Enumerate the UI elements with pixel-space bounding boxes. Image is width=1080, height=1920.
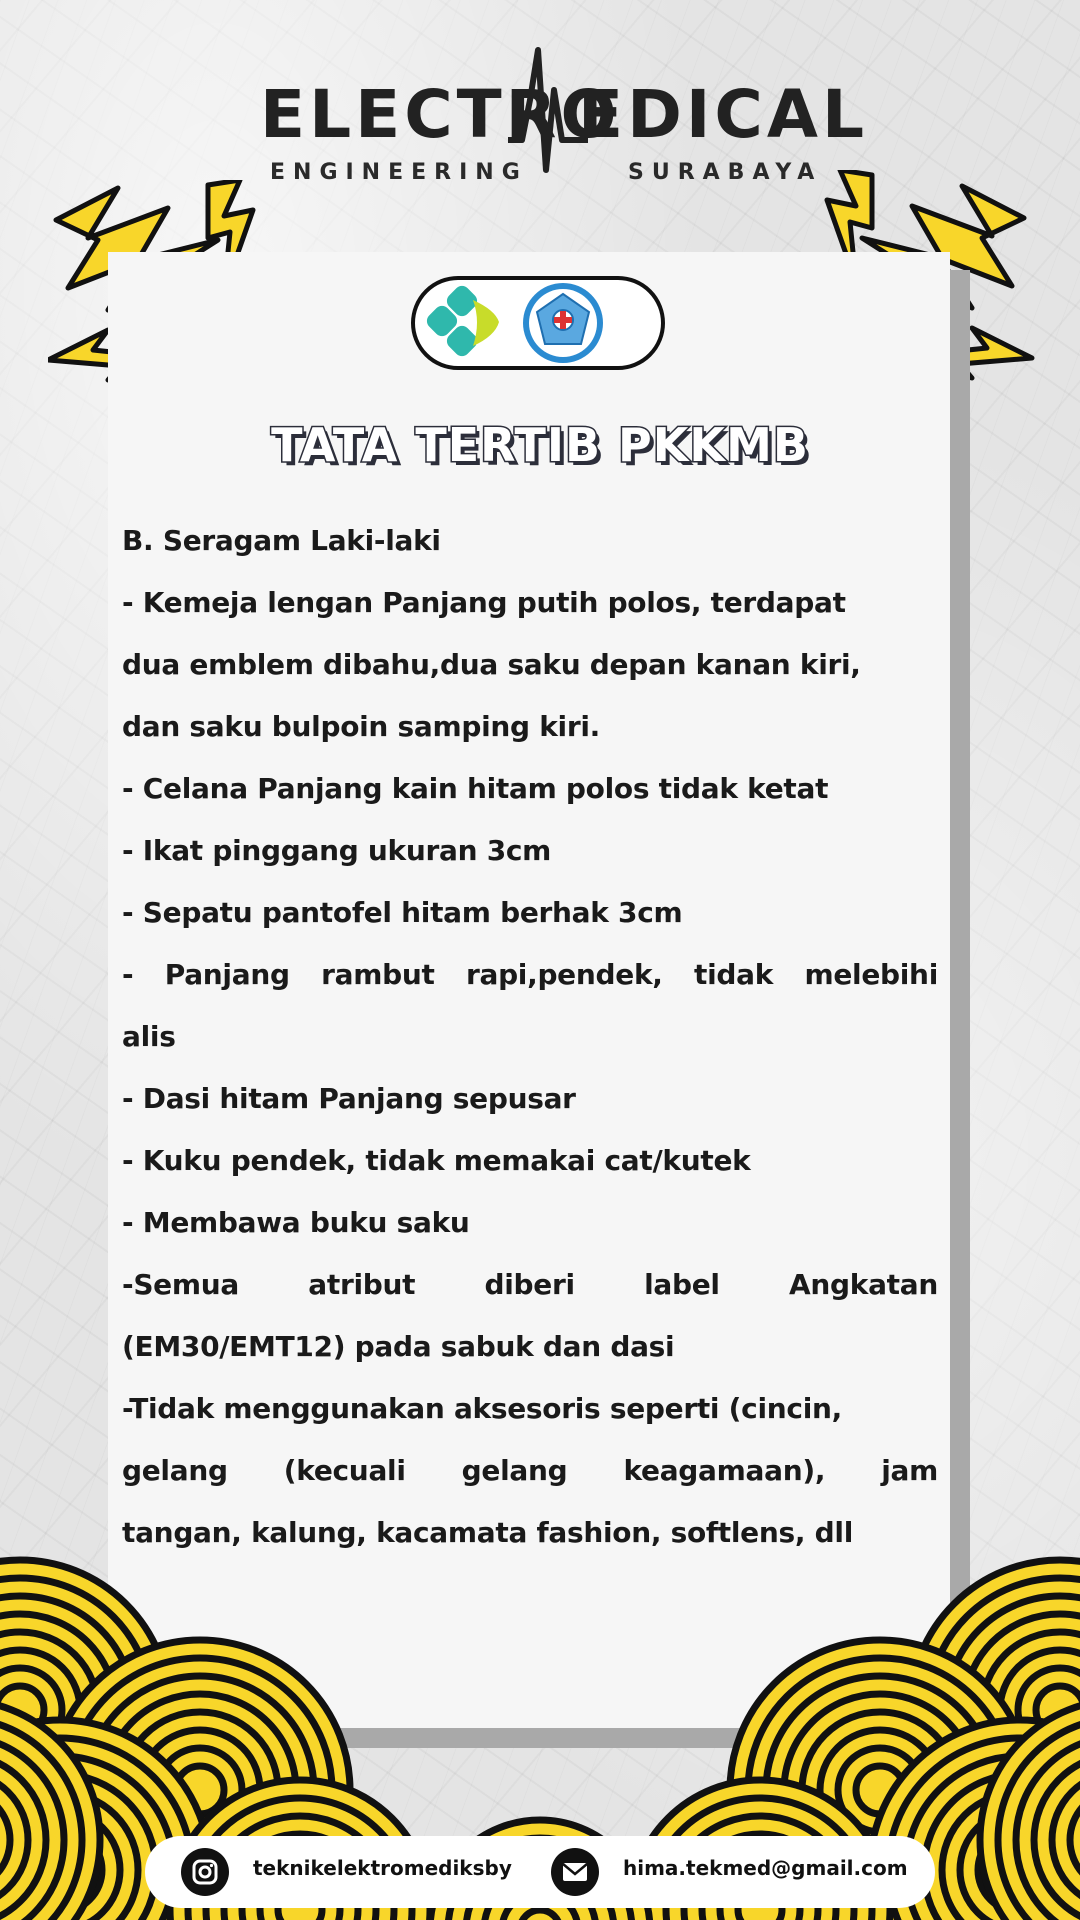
instagram-handle[interactable]: teknikelektromediksby — [253, 1856, 512, 1880]
rule-line: - Ikat pinggang ukuran 3cm — [122, 834, 552, 867]
electromedical-logo — [260, 40, 868, 190]
contact-bar — [145, 1836, 935, 1908]
ministry-logo-icon — [424, 283, 499, 360]
rules-list — [122, 510, 938, 1564]
brand-sub-left: ENGINEERING — [270, 160, 528, 185]
partner-logos — [415, 280, 661, 366]
rule-line: (EM30/EMT12) pada sabuk dan dasi — [122, 1330, 675, 1363]
rules-heading: B. Seragam Laki-laki — [122, 524, 441, 557]
rule-line: - Membawa buku saku — [122, 1206, 470, 1239]
wave-ring — [520, 1910, 560, 1920]
rule-line: - Dasi hitam Panjang sepusar — [122, 1082, 576, 1115]
rule-line: -Tidak menggunakan aksesoris seperti (cincin, — [122, 1392, 842, 1425]
rule-line: -Semua atribut diberi label Angkatan — [122, 1268, 938, 1301]
rule-line: - Panjang rambut rapi,pendek, tidak melebihi — [122, 958, 938, 991]
rule-line: dua emblem dibahu,dua saku depan kanan kiri, — [122, 648, 861, 681]
rule-line: gelang (kecuali gelang keagamaan), jam — [122, 1454, 938, 1487]
rule-line: - Kuku pendek, tidak memakai cat/kutek — [122, 1144, 751, 1177]
rule-line: - Kemeja lengan Panjang putih polos, terdapat — [122, 586, 846, 619]
brand-word-left: ELECTRO — [260, 76, 621, 153]
himpunan-emblem-icon — [523, 283, 603, 363]
page-title: TATA TERTIB PKKMB — [271, 418, 809, 472]
rule-line: dan saku bulpoin samping kiri. — [122, 710, 600, 743]
brand-sub-right: SURABAYA — [628, 160, 823, 185]
rule-line: alis — [122, 1020, 176, 1053]
rule-line: - Sepatu pantofel hitam berhak 3cm — [122, 896, 683, 929]
email-address[interactable]: hima.tekmed@gmail.com — [623, 1856, 908, 1880]
mail-icon[interactable] — [551, 1848, 599, 1896]
rule-line: - Celana Panjang kain hitam polos tidak ketat — [122, 772, 829, 805]
brand-word-right: EDICAL — [578, 76, 868, 153]
rule-line: tangan, kalung, kacamata fashion, softlens, dll — [122, 1516, 853, 1549]
logo-pill — [411, 276, 665, 370]
instagram-icon[interactable] — [181, 1848, 229, 1896]
